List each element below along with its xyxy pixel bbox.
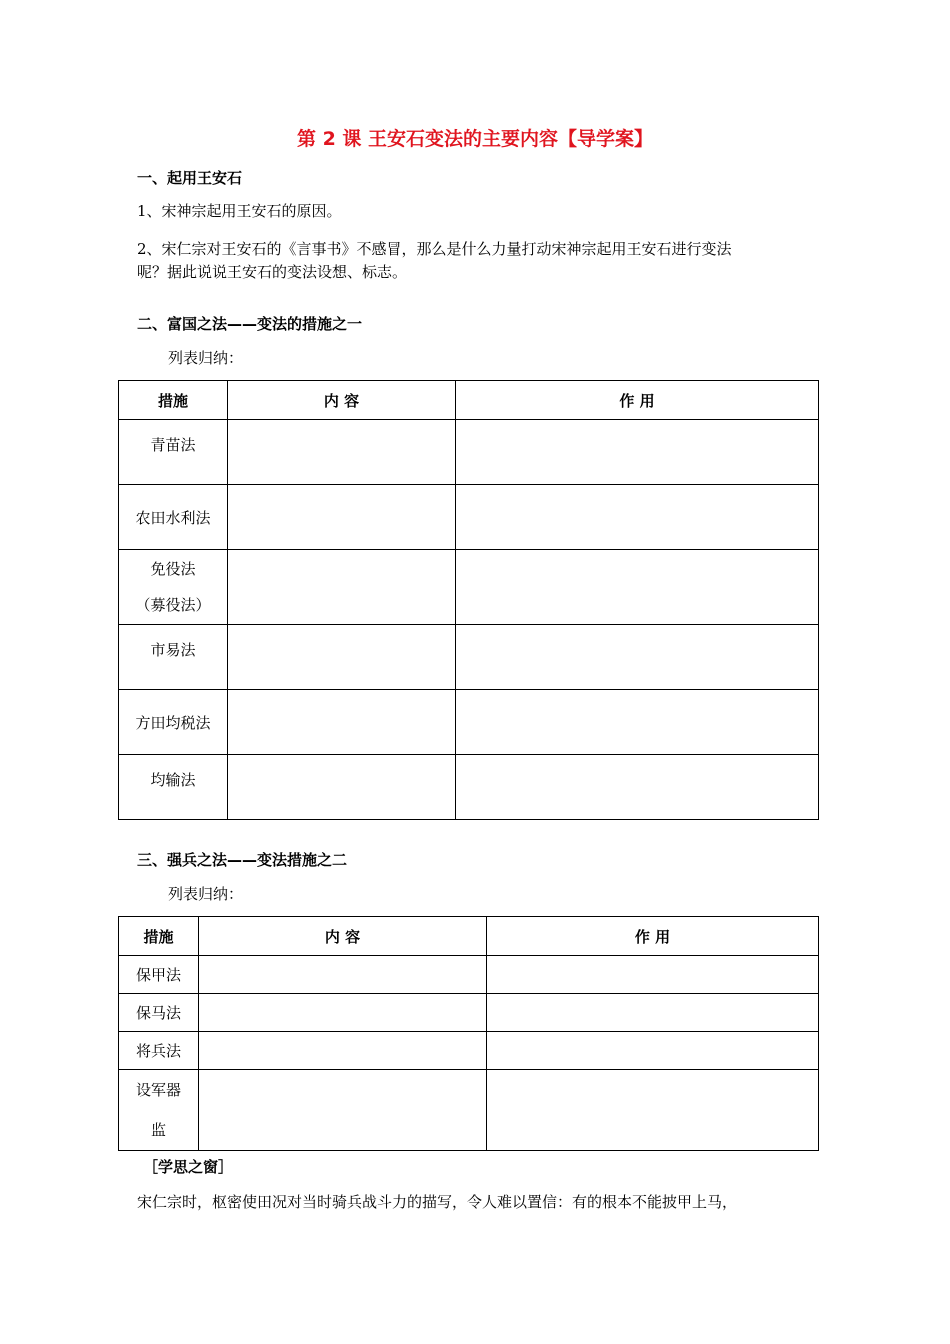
- header-measure: 措施: [119, 381, 228, 420]
- measure-name: 青苗法: [119, 420, 228, 485]
- content-cell[interactable]: [228, 485, 456, 550]
- section1-heading: 一、起用王安石: [137, 169, 243, 187]
- table-row: [119, 1032, 819, 1070]
- measure-name: 方田均税法: [119, 690, 228, 755]
- measure-name: 均输法: [119, 755, 228, 820]
- effect-cell[interactable]: [487, 1032, 819, 1070]
- effect-cell[interactable]: [456, 625, 819, 690]
- section2-heading: 二、富国之法——变法的措施之一: [137, 315, 363, 333]
- study-window-text: 宋仁宗时，枢密使田况对当时骑兵战斗力的描写，令人难以置信：有的根本不能披甲上马，: [137, 1193, 738, 1211]
- header-content: 内 容: [199, 917, 487, 956]
- measure-name: 市易法: [119, 625, 228, 690]
- effect-cell[interactable]: [487, 1070, 819, 1151]
- effect-cell[interactable]: [456, 420, 819, 485]
- page-title: 第 2 课 王安石变法的主要内容【导学案】: [296, 128, 654, 150]
- table-row: [119, 690, 819, 755]
- table-row: [119, 956, 819, 994]
- table-row: [119, 755, 819, 820]
- measure-name: 保马法: [119, 994, 199, 1032]
- table-row: [119, 420, 819, 485]
- content-cell[interactable]: [228, 690, 456, 755]
- content-cell[interactable]: [228, 420, 456, 485]
- measure-name: 将兵法: [119, 1032, 199, 1070]
- content-cell[interactable]: [199, 994, 487, 1032]
- table-row: [119, 625, 819, 690]
- effect-cell[interactable]: [456, 755, 819, 820]
- content-cell[interactable]: [228, 625, 456, 690]
- study-window-heading: ［学思之窗］: [143, 1158, 234, 1176]
- measure-name: 保甲法: [119, 956, 199, 994]
- section3-heading: 三、强兵之法——变法措施之二: [137, 851, 348, 869]
- header-measure: 措施: [119, 917, 199, 956]
- effect-cell[interactable]: [456, 690, 819, 755]
- table-row: [119, 994, 819, 1032]
- table-row: [119, 1070, 819, 1151]
- content-cell[interactable]: [199, 1032, 487, 1070]
- effect-cell[interactable]: [487, 994, 819, 1032]
- table-row: [119, 550, 819, 625]
- section3-subheading: 列表归纳：: [168, 885, 244, 903]
- header-effect: 作 用: [487, 917, 819, 956]
- content-cell[interactable]: [199, 1070, 487, 1151]
- content-cell[interactable]: [199, 956, 487, 994]
- header-effect: 作 用: [456, 381, 819, 420]
- measure-name: 设军器 监: [119, 1070, 199, 1151]
- header-content: 内 容: [228, 381, 456, 420]
- table-header-row: [119, 381, 819, 420]
- effect-cell[interactable]: [487, 956, 819, 994]
- section2-subheading: 列表归纳：: [168, 349, 244, 367]
- table-row: [119, 485, 819, 550]
- question-2-line2: 呢？据此说说王安石的变法设想、标志。: [137, 263, 408, 281]
- question-1: 1、宋神宗起用王安石的原因。: [137, 202, 342, 220]
- question-2-line1: 2、宋仁宗对王安石的《言事书》不感冒，那么是什么力量打动宋神宗起用王安石进行变法: [137, 240, 732, 258]
- measure-name: 农田水利法: [119, 485, 228, 550]
- qiangbing-table: [118, 916, 819, 1151]
- measure-name: 免役法 （募役法）: [119, 550, 228, 625]
- table-header-row: [119, 917, 819, 956]
- effect-cell[interactable]: [456, 485, 819, 550]
- content-cell[interactable]: [228, 755, 456, 820]
- fuguo-table: [118, 380, 819, 820]
- content-cell[interactable]: [228, 550, 456, 625]
- effect-cell[interactable]: [456, 550, 819, 625]
